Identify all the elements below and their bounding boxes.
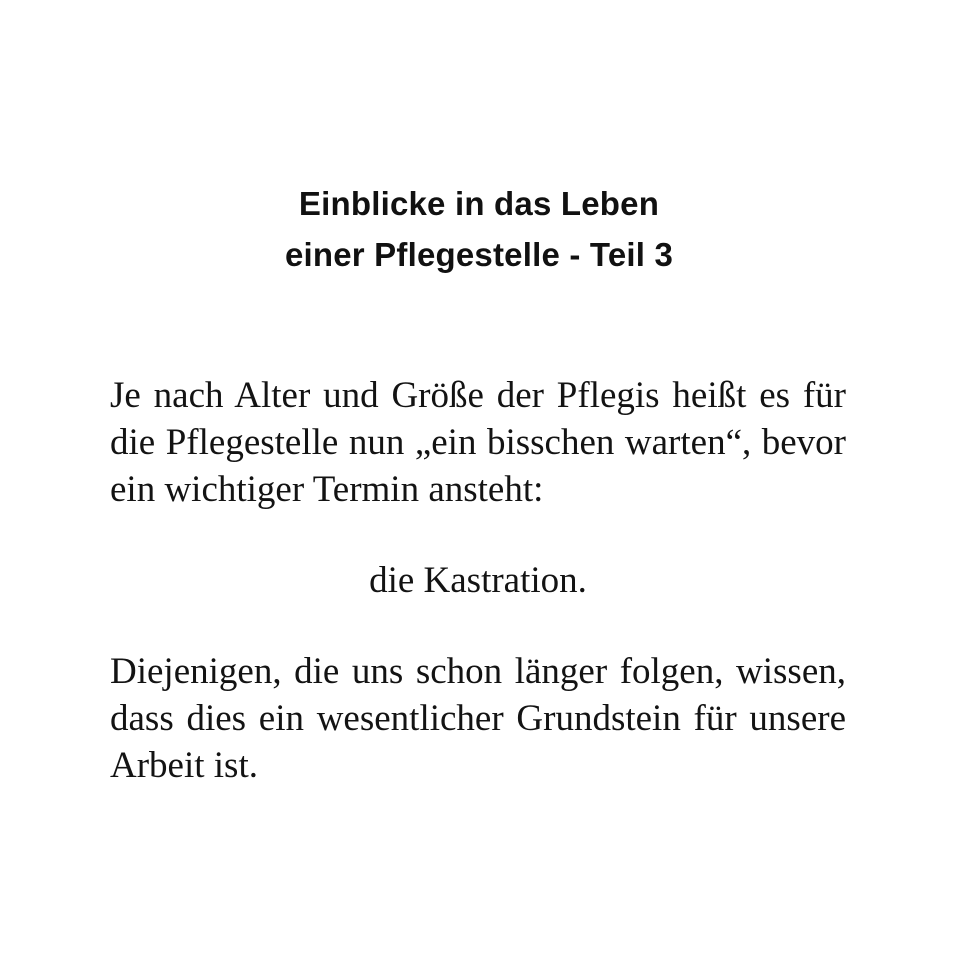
body-paragraph-2: die Kastration. [369, 560, 587, 601]
paragraph-spacer-2 [110, 604, 846, 648]
document-body [110, 372, 846, 789]
page-title-line-1: Einblicke in das Leben [298, 185, 660, 222]
body-paragraph-1: Je nach Alter und Größe der Pflegis heißt es für die Pflegestelle nun „ein bisschen warten“, bevor ein wichtiger Termin ansteht: [110, 375, 846, 510]
page-title [0, 178, 958, 280]
paragraph-spacer-1 [110, 513, 846, 557]
page-title-line-2: einer Pflegestelle - Teil 3 [284, 236, 674, 273]
body-paragraph-3: Diejenigen, die uns schon länger folgen, wissen, dass dies ein wesentlicher Grundstein für unsere Arbeit ist. [110, 651, 846, 786]
